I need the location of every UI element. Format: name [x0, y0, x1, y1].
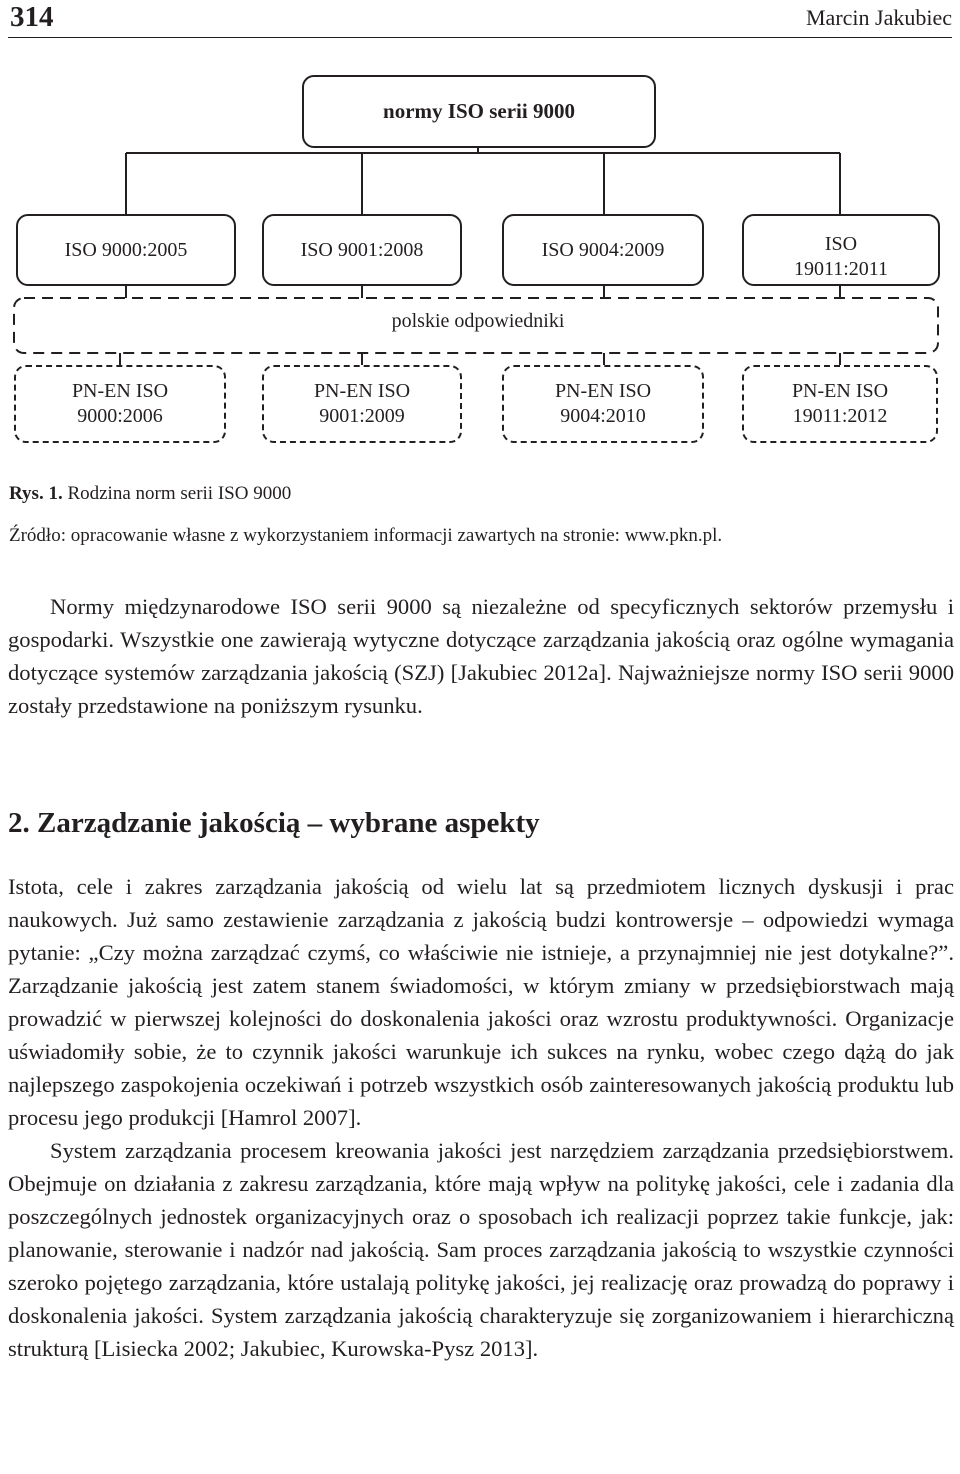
polish-box-pn-en-iso-9001: [262, 365, 462, 443]
standard-label: ISO 9001:2008: [300, 238, 424, 261]
body-text-section-2: [8, 870, 954, 1365]
figure-source: Źródło: opracowanie własne z wykorzystaniem informacji zawartych na stronie: www.pkn.pl.: [9, 525, 723, 546]
paragraph: Istota, cele i zakres zarządzania jakością od wielu lat są przedmiotem licznych dyskusji i prac naukowych. Już samo zestawienie zarządzania z jakością budzi kontrowersje – odpowiedzi wymaga pytanie: „Czy można zarządzać czymś, co właściwie nie istnieje, a przynajmniej nie jest dotykalne?”. Zarządzanie jakością jest zatem stanem świadomości, w którym zmiany w przedsiębiorstwach mają prowadzić w pierwszej kolejności do doskonalenia jakości oraz wzrostu produktywności. Organizacje uświadomiły sobie, że to czynnik jakości warunkuje ich sukces na rynku, wobec czego dążą do jak najlepszego zaspokojenia oczekiwań i potrzeb wszystkich osób zainteresowanych jakością produktu lub procesu jego produkcji [Hamrol 2007].: [8, 874, 954, 1130]
standard-box-iso-9000: [16, 214, 236, 286]
root-label: normy ISO serii 9000: [383, 99, 575, 123]
figure-title: Rodzina norm serii ISO 9000: [67, 483, 292, 504]
section-heading: 2. Zarządzanie jakością – wybrane aspekty: [8, 807, 540, 839]
standard-box-iso-9001: [262, 214, 462, 286]
standard-label: ISO 9004:2009: [541, 238, 665, 261]
standard-label: ISO 9000:2005: [64, 238, 188, 261]
figure-caption: [9, 482, 291, 506]
figure-label: Rys. 1.: [9, 483, 63, 504]
polish-label: PN-EN ISO 19011:2012: [791, 380, 889, 427]
standard-box-iso-9004: [502, 214, 704, 286]
standard-box-iso-19011: [742, 214, 940, 286]
polish-box-pn-en-iso-9004: [502, 365, 704, 443]
polish-box-pn-en-iso-19011: [742, 365, 938, 443]
page-number: 314: [10, 1, 54, 33]
header-rule: [8, 37, 952, 38]
standard-label: ISO 19011:2011: [793, 233, 889, 280]
polish-box-pn-en-iso-9000: [14, 365, 226, 443]
polish-label: PN-EN ISO 9001:2009: [313, 380, 411, 427]
polish-label: PN-EN ISO 9004:2010: [554, 380, 652, 427]
paragraph: Normy międzynarodowe ISO serii 9000 są niezależne od specyficznych sektorów przemysłu i gospodarki. Wszystkie one zawierają wytyczne dotyczące zarządzania jakością oraz ogólne wymagania dotyczące systemów zarządzania jakością (SZJ) [Jakubiec 2012a]. Najważniejsze normy ISO serii 9000 zostały przedstawione na poniższym rysunku.: [8, 594, 954, 718]
polish-equivalents-label: polskie odpowiedniki: [391, 310, 565, 332]
body-text-intro: [8, 590, 954, 722]
paragraph: System zarządzania procesem kreowania jakości jest narzędziem zarządzania przedsiębiorstwem. Obejmuje on działania z zakresu zarządzania, które mają wpływ na politykę jakości, cele i zadania dla poszczególnych jednostek organizacyjnych oraz o sposobach ich realizacji poprzez takie funkcje, jak: planowanie, sterowanie i nadzór nad jakością. Sam proces zarządzania jakością to wszystkie czynności szeroko pojętego zarządzania, które ustalają politykę jakości, jej realizację oraz prowadzą do poprawy i doskonalenia jakości. System zarządzania jakością charakteryzuje się zorganizowaniem i hierarchiczną strukturą [Lisiecka 2002; Jakubiec, Kurowska-Pysz 2013].: [8, 1138, 954, 1361]
polish-label: PN-EN ISO 9000:2006: [71, 380, 169, 427]
running-head-author: Marcin Jakubiec: [806, 5, 952, 30]
iso-family-diagram: [0, 60, 960, 460]
root-box-iso-9000-series: [302, 75, 656, 148]
